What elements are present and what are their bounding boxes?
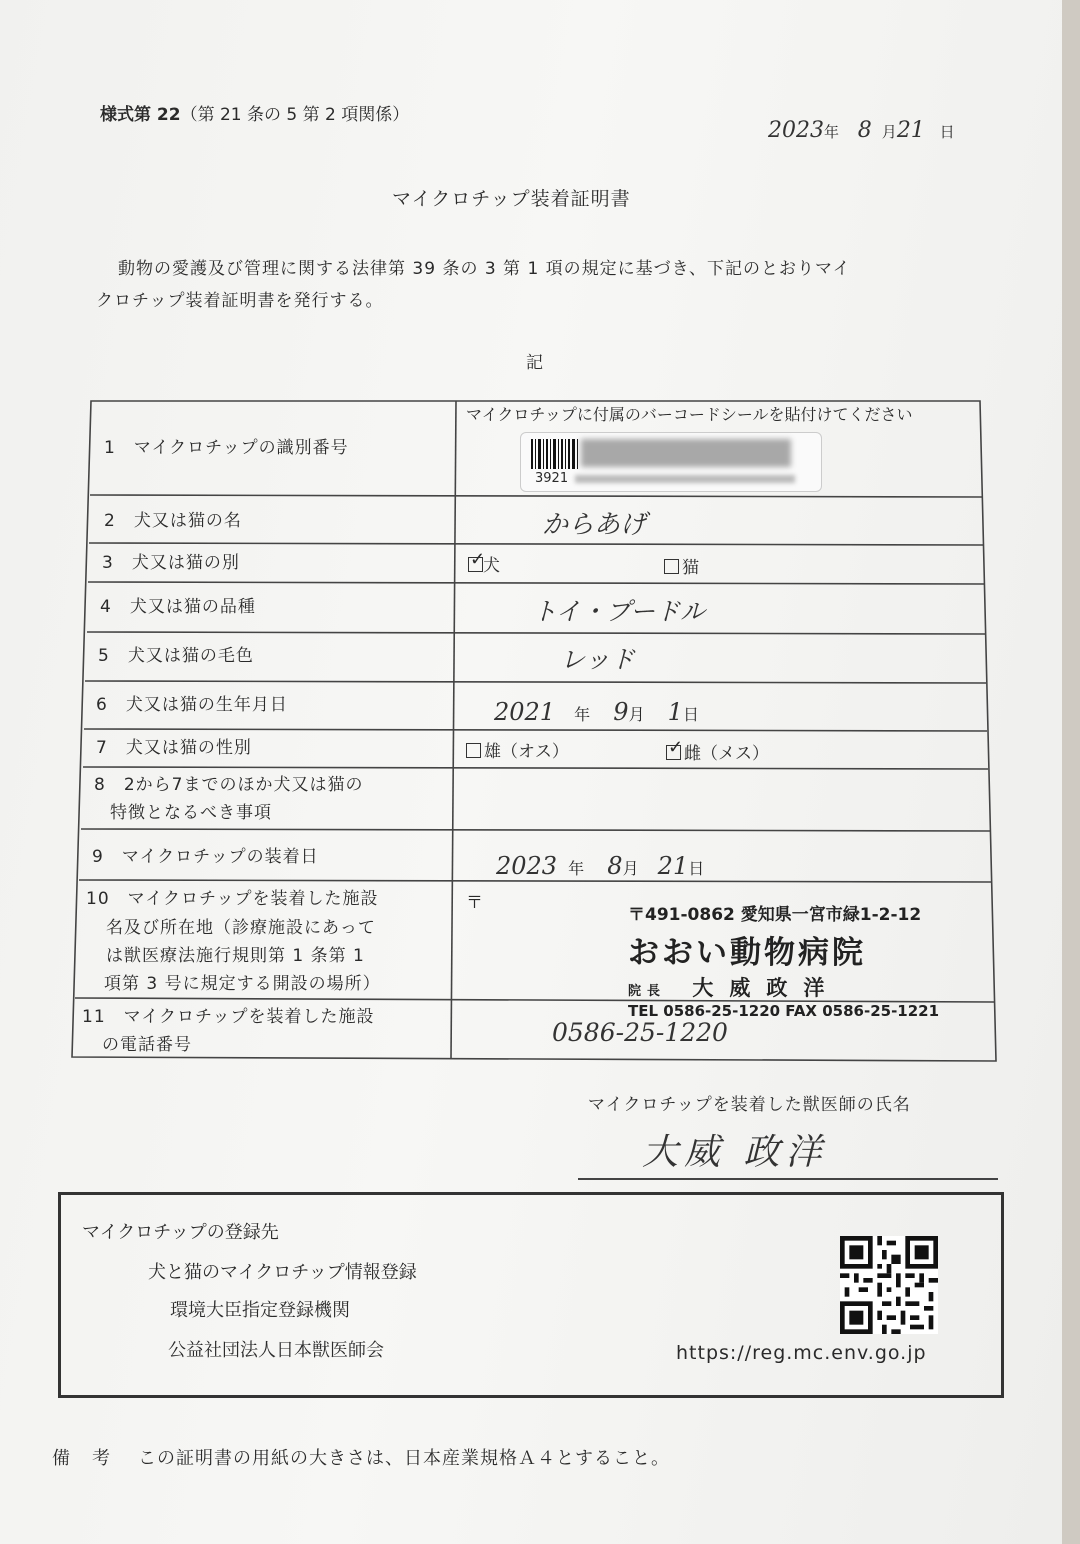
option-cat: 猫 — [664, 553, 699, 578]
vet-signature: 大威 政洋 — [642, 1132, 828, 1173]
row6-label: 6 犬又は猫の生年月日 — [96, 695, 288, 715]
registry-line-3: 公益社団法人日本獣医師会 — [168, 1340, 384, 1361]
document-title: マイクロチップ装着証明書 — [392, 188, 631, 210]
checkbox-icon — [466, 743, 481, 758]
registry-line-2: 環境大臣指定登録機関 — [170, 1300, 350, 1321]
barcode-instruction: マイクロチップに付属のバーコードシールを貼付けてください — [466, 405, 913, 424]
issue-date: 2023年 8 月21 日 — [768, 118, 955, 143]
body-text-line-1: 動物の愛護及び管理に関する法律第 39 条の 3 第 1 項の規定に基づき、下記のとおりマイ — [118, 259, 851, 279]
pet-name: からあげ — [542, 510, 647, 540]
barcode-sticker — [520, 432, 822, 492]
qr-code-icon[interactable] — [840, 1236, 938, 1334]
registry-heading: マイクロチップの登録先 — [82, 1222, 279, 1243]
registry-line-1: 犬と猫のマイクロチップ情報登録 — [148, 1262, 417, 1283]
background-edge — [1062, 0, 1080, 1544]
note-label: 備 考 — [52, 1448, 112, 1469]
row3-label: 3 犬又は猫の別 — [102, 553, 240, 573]
row8-label-line2: 特徴となるべき事項 — [110, 803, 272, 823]
checked-box-icon: ✓ — [668, 737, 684, 758]
row9-label: 9 マイクロチップの装着日 — [92, 847, 319, 867]
checkbox-icon — [664, 559, 679, 574]
vet-caption: マイクロチップを装着した獣医師の氏名 — [588, 1095, 911, 1115]
stamp-address: 〒491-0862 愛知県一宮市緑1-2-12 — [628, 905, 922, 925]
birth-date: 2021 年 9月 1日 — [494, 698, 699, 726]
row11-label-line2: の電話番号 — [102, 1035, 192, 1055]
pet-breed: トイ・プードル — [532, 597, 706, 626]
clinic-stamp — [628, 900, 939, 1020]
row7-label: 7 犬又は猫の性別 — [96, 738, 252, 758]
row1-label: 1 マイクロチップの識別番号 — [104, 438, 349, 458]
ki-marker: 記 — [526, 353, 543, 373]
row10-label-line4: 項第 3 号に規定する開設の場所） — [104, 974, 381, 994]
stamp-director: 院長 大威政洋 — [628, 976, 841, 1000]
pet-color: レッド — [560, 645, 635, 674]
row8-label-line1: 8 2から7までのほか犬又は猫の — [94, 775, 364, 795]
stamp-tel-fax: TEL 0586-25-1220 FAX 0586-25-1221 — [628, 1002, 940, 1020]
checked-box-icon: ✓ — [470, 549, 486, 570]
barcode-number: 3921 — [535, 471, 569, 486]
row2-label: 2 犬又は猫の名 — [104, 511, 242, 531]
clinic-phone: 0586-25-1220 — [552, 1018, 728, 1047]
stamp-clinic-name: おおい動物病院 — [628, 935, 866, 971]
row5-label: 5 犬又は猫の毛色 — [98, 646, 254, 666]
implant-date: 2023 年 8月 21日 — [496, 852, 705, 880]
note-text: この証明書の用紙の大きさは、日本産業規格Ａ４とすること。 — [138, 1448, 670, 1469]
row11-label-line1: 11 マイクロチップを装着した施設 — [82, 1007, 375, 1027]
body-text-line-2: クロチップ装着証明書を発行する。 — [96, 291, 384, 311]
row10-label-line2: 名及び所在地（診療施設にあって — [106, 918, 376, 938]
option-dog: ✓ 犬 — [470, 549, 500, 576]
row10-label-line3: は獣医療法施行規則第 1 条第 1 — [106, 946, 365, 966]
registry-url[interactable]: https://reg.mc.env.go.jp — [676, 1342, 927, 1364]
postal-mark: 〒 — [466, 893, 483, 913]
signature-line — [578, 1178, 998, 1180]
option-female: ✓ 雌（メス） — [668, 737, 769, 764]
row10-label-line1: 10 マイクロチップを装着した施設 — [86, 889, 379, 909]
row4-label: 4 犬又は猫の品種 — [100, 597, 256, 617]
form-number: 様式第 22（第 21 条の 5 第 2 項関係） — [100, 105, 410, 125]
option-male: 雄（オス） — [466, 737, 569, 762]
